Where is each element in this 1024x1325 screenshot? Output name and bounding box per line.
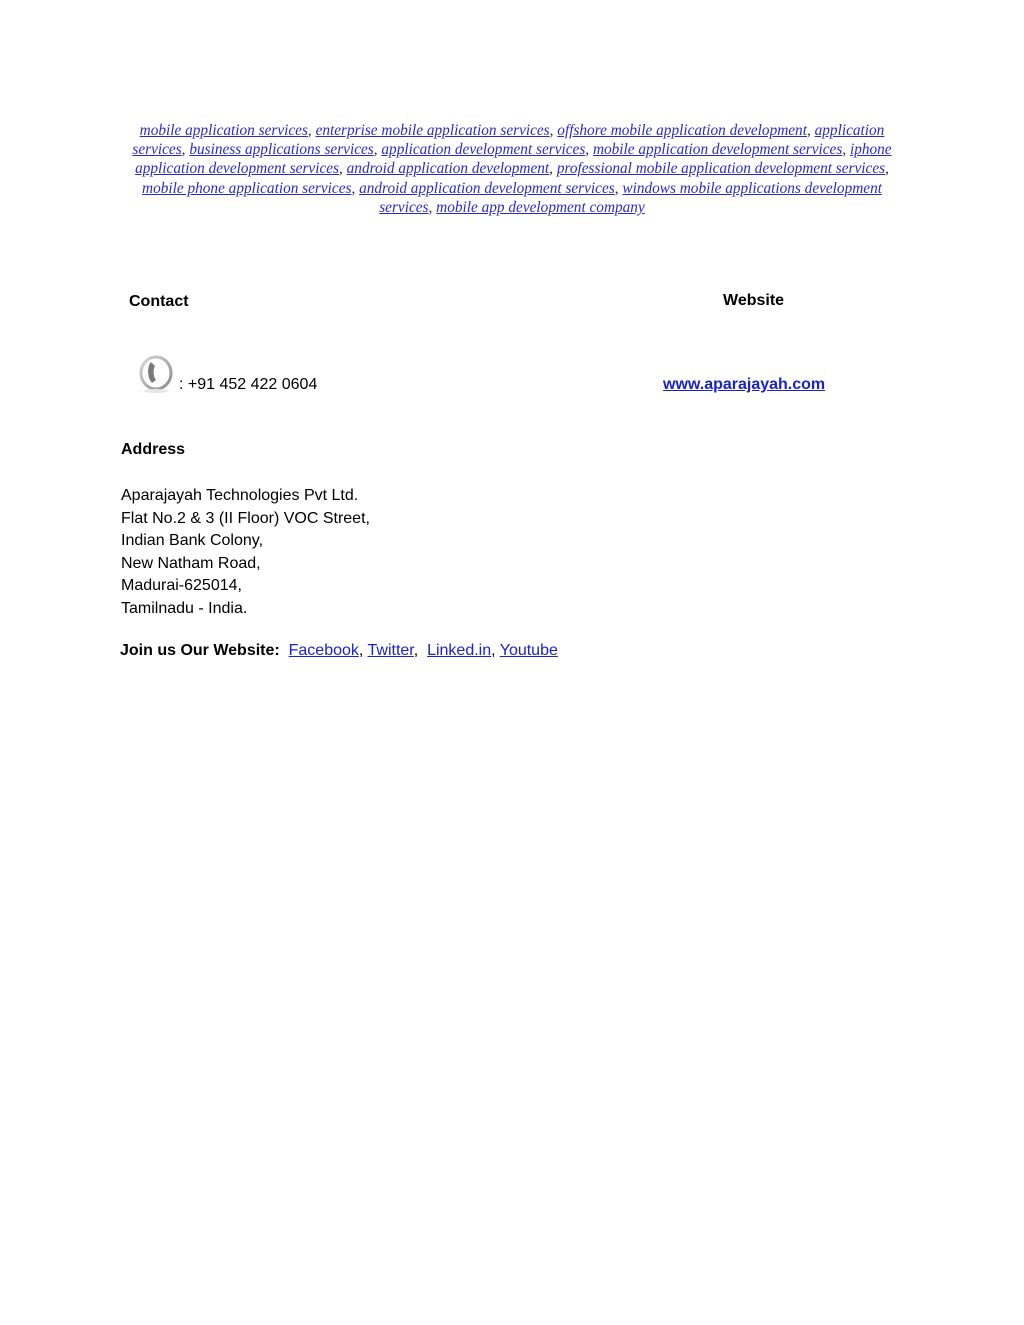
youtube-link[interactable]: Youtube bbox=[499, 642, 558, 659]
service-link[interactable]: android application development services bbox=[359, 179, 615, 197]
address-line: New Natham Road, bbox=[121, 554, 261, 572]
service-link[interactable]: application services bbox=[132, 122, 885, 159]
website-link[interactable]: www.aparajayah.com bbox=[663, 376, 826, 393]
facebook-link[interactable]: Facebook bbox=[288, 642, 359, 659]
service-link[interactable]: mobile application development services bbox=[592, 141, 843, 159]
social-links-row: Join us Our Website: Facebook, Twitter, Linked.in, Youtube bbox=[120, 642, 558, 659]
service-link[interactable]: offshore mobile application development bbox=[557, 122, 807, 139]
address-heading: Address bbox=[121, 441, 186, 458]
website-heading: Website bbox=[723, 292, 785, 309]
address-line: Indian Bank Colony, bbox=[121, 532, 264, 549]
service-link[interactable]: mobile app development company bbox=[436, 198, 645, 216]
twitter-link[interactable]: Twitter bbox=[367, 642, 414, 659]
address-line: Madurai-625014, bbox=[121, 577, 242, 594]
address-line: Tamilnadu - India. bbox=[121, 599, 248, 617]
address-line: Flat No.2 & 3 (II Floor) VOC Street, bbox=[121, 509, 370, 527]
service-links-paragraph: mobile application services, enterprise mobile application services, offshore mobile application development, application services, business applications services, application development services, mobile application development services, iphone application development services, android application development, professional mobile application development services, mobile phone application services, android application development services, windows mobile applications development services, mobile app development company bbox=[132, 122, 892, 216]
service-link[interactable]: professional mobile application development services bbox=[556, 160, 886, 178]
join-label: Join us Our Website: bbox=[120, 642, 280, 659]
phone-icon bbox=[138, 352, 174, 394]
contact-heading: Contact bbox=[129, 293, 189, 310]
service-link[interactable]: mobile phone application services bbox=[142, 179, 352, 197]
service-link[interactable]: application development services bbox=[381, 141, 586, 159]
service-link[interactable]: android application development bbox=[346, 160, 550, 178]
service-link[interactable]: iphone application development services bbox=[135, 141, 892, 178]
address-block bbox=[121, 485, 370, 620]
service-link[interactable]: windows mobile applications development services bbox=[379, 179, 882, 216]
phone-number: : +91 452 422 0604 bbox=[179, 376, 318, 393]
service-link[interactable]: mobile application services bbox=[139, 122, 308, 139]
service-link[interactable]: enterprise mobile application services bbox=[315, 122, 550, 139]
address-line: Aparajayah Technologies Pvt Ltd. bbox=[121, 487, 359, 504]
service-link[interactable]: business applications services bbox=[189, 141, 374, 159]
linkedin-link[interactable]: Linked.in bbox=[427, 642, 492, 659]
